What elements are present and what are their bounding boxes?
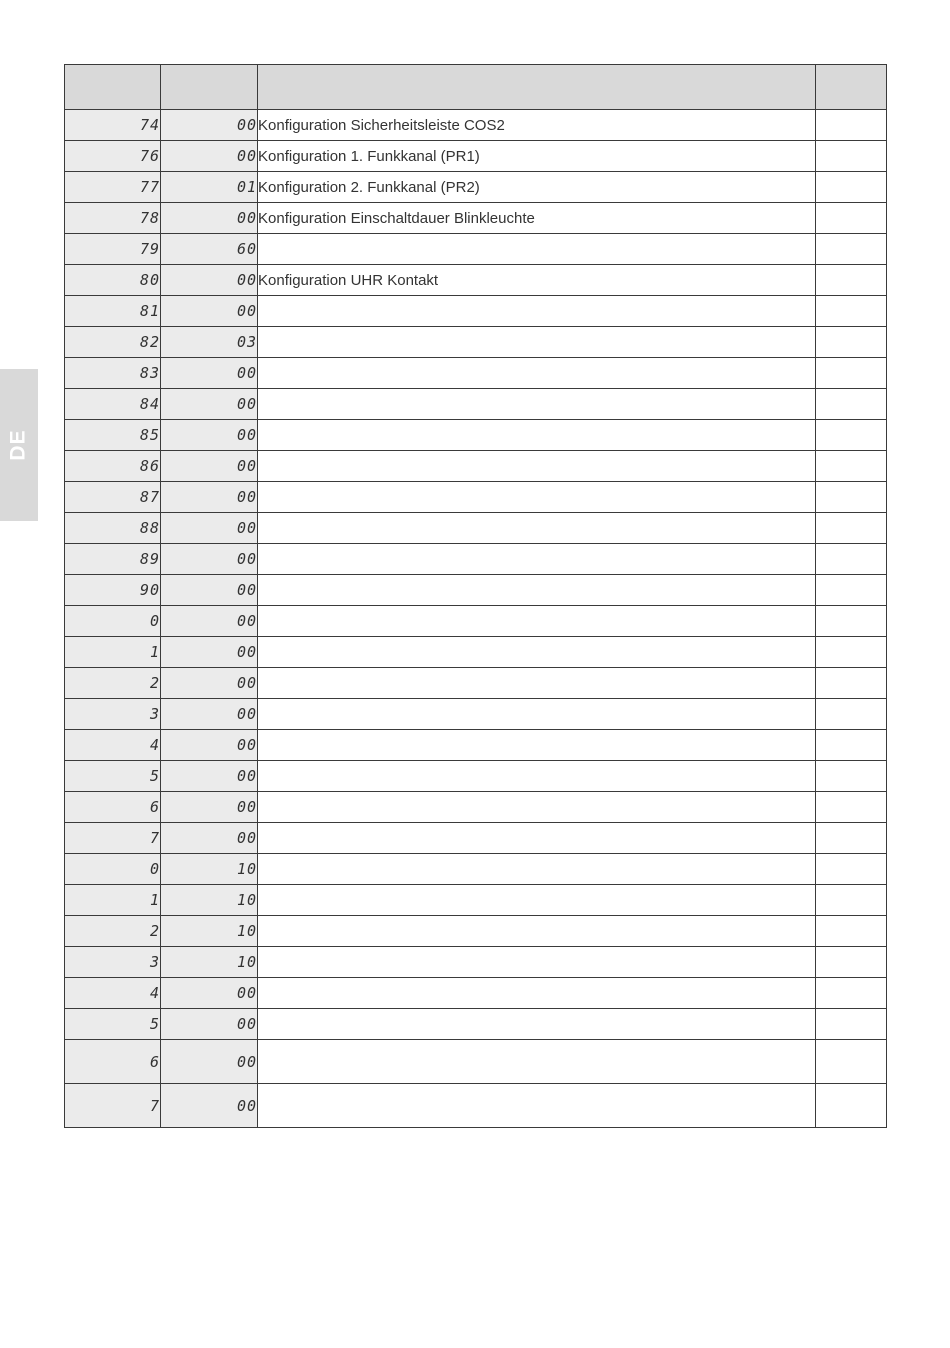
notes-cell xyxy=(816,1040,887,1084)
table-row xyxy=(65,1084,887,1128)
parameter-code: 2 xyxy=(65,916,161,947)
parameter-code: 86 xyxy=(65,451,161,482)
notes-cell xyxy=(816,637,887,668)
notes-cell xyxy=(816,172,887,203)
default-value: 00 xyxy=(161,575,258,606)
parameter-code: 4 xyxy=(65,978,161,1009)
parameter-code: 0 xyxy=(65,854,161,885)
default-value: 03 xyxy=(161,327,258,358)
parameter-description xyxy=(258,823,816,854)
table-row xyxy=(65,699,887,730)
notes-cell xyxy=(816,885,887,916)
notes-cell xyxy=(816,1009,887,1040)
default-value: 00 xyxy=(161,699,258,730)
parameter-code: 5 xyxy=(65,761,161,792)
parameter-code: 78 xyxy=(65,203,161,234)
notes-cell xyxy=(816,141,887,172)
parameter-description xyxy=(258,978,816,1009)
default-value: 10 xyxy=(161,916,258,947)
header-cell-4 xyxy=(816,65,887,110)
parameter-code: 81 xyxy=(65,296,161,327)
header-cell-1 xyxy=(65,65,161,110)
parameter-code: 85 xyxy=(65,420,161,451)
table-row xyxy=(65,389,887,420)
notes-cell xyxy=(816,420,887,451)
default-value: 00 xyxy=(161,265,258,296)
parameter-description xyxy=(258,234,816,265)
table-row xyxy=(65,1009,887,1040)
default-value: 00 xyxy=(161,792,258,823)
parameter-code: 6 xyxy=(65,1040,161,1084)
default-value: 00 xyxy=(161,358,258,389)
parameter-description xyxy=(258,482,816,513)
table-row xyxy=(65,823,887,854)
notes-cell xyxy=(816,668,887,699)
notes-cell xyxy=(816,854,887,885)
parameter-description xyxy=(258,327,816,358)
table-row xyxy=(65,792,887,823)
parameter-description xyxy=(258,792,816,823)
parameter-description xyxy=(258,358,816,389)
table-row xyxy=(65,482,887,513)
table-row xyxy=(65,451,887,482)
notes-cell xyxy=(816,575,887,606)
parameter-code: 3 xyxy=(65,699,161,730)
notes-cell xyxy=(816,296,887,327)
notes-cell xyxy=(816,699,887,730)
header-cell-2 xyxy=(161,65,258,110)
notes-cell xyxy=(816,110,887,141)
table-row xyxy=(65,420,887,451)
default-value: 00 xyxy=(161,637,258,668)
notes-cell xyxy=(816,823,887,854)
table-row xyxy=(65,544,887,575)
parameter-code: 7 xyxy=(65,823,161,854)
table-row xyxy=(65,854,887,885)
parameter-code: 3 xyxy=(65,947,161,978)
parameter-table xyxy=(64,64,887,1128)
notes-cell xyxy=(816,730,887,761)
notes-cell xyxy=(816,482,887,513)
default-value: 00 xyxy=(161,420,258,451)
parameter-description xyxy=(258,389,816,420)
parameter-code: 1 xyxy=(65,885,161,916)
language-tab xyxy=(0,369,38,521)
parameter-description xyxy=(258,296,816,327)
table-row xyxy=(65,761,887,792)
parameter-description xyxy=(258,730,816,761)
parameter-description xyxy=(258,544,816,575)
default-value: 00 xyxy=(161,978,258,1009)
default-value: 00 xyxy=(161,296,258,327)
table-row xyxy=(65,947,887,978)
parameter-code: 76 xyxy=(65,141,161,172)
table-row xyxy=(65,141,887,172)
parameter-description xyxy=(258,513,816,544)
default-value: 00 xyxy=(161,1040,258,1084)
parameter-code: 77 xyxy=(65,172,161,203)
table-row xyxy=(65,234,887,265)
parameter-description xyxy=(258,947,816,978)
default-value: 00 xyxy=(161,761,258,792)
parameter-description: Konfiguration Sicherheitsleiste COS2 xyxy=(258,110,816,141)
notes-cell xyxy=(816,327,887,358)
notes-cell xyxy=(816,606,887,637)
default-value: 00 xyxy=(161,203,258,234)
notes-cell xyxy=(816,978,887,1009)
parameter-code: 82 xyxy=(65,327,161,358)
default-value: 00 xyxy=(161,451,258,482)
default-value: 00 xyxy=(161,141,258,172)
table-row xyxy=(65,358,887,389)
table-row xyxy=(65,606,887,637)
parameter-code: 4 xyxy=(65,730,161,761)
table-row xyxy=(65,916,887,947)
table-row xyxy=(65,265,887,296)
notes-cell xyxy=(816,544,887,575)
notes-cell xyxy=(816,265,887,296)
table-row xyxy=(65,172,887,203)
notes-cell xyxy=(816,389,887,420)
parameter-description xyxy=(258,420,816,451)
table-row xyxy=(65,978,887,1009)
default-value: 01 xyxy=(161,172,258,203)
parameter-description: Konfiguration Einschaltdauer Blinkleuchte xyxy=(258,203,816,234)
parameter-code: 0 xyxy=(65,606,161,637)
parameter-description xyxy=(258,668,816,699)
parameter-code: 79 xyxy=(65,234,161,265)
notes-cell xyxy=(816,234,887,265)
notes-cell xyxy=(816,916,887,947)
default-value: 00 xyxy=(161,389,258,420)
table-row xyxy=(65,327,887,358)
parameter-code: 80 xyxy=(65,265,161,296)
table-row xyxy=(65,668,887,699)
parameter-code: 5 xyxy=(65,1009,161,1040)
notes-cell xyxy=(816,1084,887,1128)
parameter-description: Konfiguration 2. Funkkanal (PR2) xyxy=(258,172,816,203)
parameter-description xyxy=(258,637,816,668)
parameter-description xyxy=(258,761,816,792)
parameter-description xyxy=(258,451,816,482)
default-value: 00 xyxy=(161,1009,258,1040)
table-row xyxy=(65,513,887,544)
parameter-description xyxy=(258,699,816,730)
default-value: 00 xyxy=(161,730,258,761)
parameter-description: Konfiguration 1. Funkkanal (PR1) xyxy=(258,141,816,172)
notes-cell xyxy=(816,792,887,823)
table-row xyxy=(65,296,887,327)
parameter-code: 1 xyxy=(65,637,161,668)
table-row xyxy=(65,885,887,916)
table-row xyxy=(65,110,887,141)
table-row xyxy=(65,637,887,668)
notes-cell xyxy=(816,358,887,389)
default-value: 00 xyxy=(161,544,258,575)
table-row xyxy=(65,730,887,761)
default-value: 00 xyxy=(161,110,258,141)
parameter-code: 2 xyxy=(65,668,161,699)
default-value: 00 xyxy=(161,1084,258,1128)
parameter-description xyxy=(258,1040,816,1084)
parameter-description xyxy=(258,1084,816,1128)
notes-cell xyxy=(816,513,887,544)
default-value: 10 xyxy=(161,947,258,978)
default-value: 60 xyxy=(161,234,258,265)
notes-cell xyxy=(816,203,887,234)
table-row xyxy=(65,575,887,606)
parameter-description xyxy=(258,575,816,606)
language-tab-label: DE xyxy=(7,429,30,461)
default-value: 00 xyxy=(161,668,258,699)
parameter-description xyxy=(258,854,816,885)
notes-cell xyxy=(816,451,887,482)
notes-cell xyxy=(816,761,887,792)
default-value: 00 xyxy=(161,482,258,513)
notes-cell xyxy=(816,947,887,978)
parameter-description: Konfiguration UHR Kontakt xyxy=(258,265,816,296)
default-value: 10 xyxy=(161,885,258,916)
parameter-code: 84 xyxy=(65,389,161,420)
parameter-code: 7 xyxy=(65,1084,161,1128)
parameter-description xyxy=(258,885,816,916)
parameter-description xyxy=(258,606,816,637)
default-value: 00 xyxy=(161,513,258,544)
parameter-description xyxy=(258,916,816,947)
default-value: 10 xyxy=(161,854,258,885)
default-value: 00 xyxy=(161,606,258,637)
parameter-code: 90 xyxy=(65,575,161,606)
table-row xyxy=(65,203,887,234)
parameter-code: 74 xyxy=(65,110,161,141)
parameter-description xyxy=(258,1009,816,1040)
header-cell-3 xyxy=(258,65,816,110)
parameter-code: 6 xyxy=(65,792,161,823)
parameter-code: 83 xyxy=(65,358,161,389)
default-value: 00 xyxy=(161,823,258,854)
table-row xyxy=(65,1040,887,1084)
parameter-code: 87 xyxy=(65,482,161,513)
table-header-row xyxy=(65,65,887,110)
parameter-code: 88 xyxy=(65,513,161,544)
parameter-code: 89 xyxy=(65,544,161,575)
